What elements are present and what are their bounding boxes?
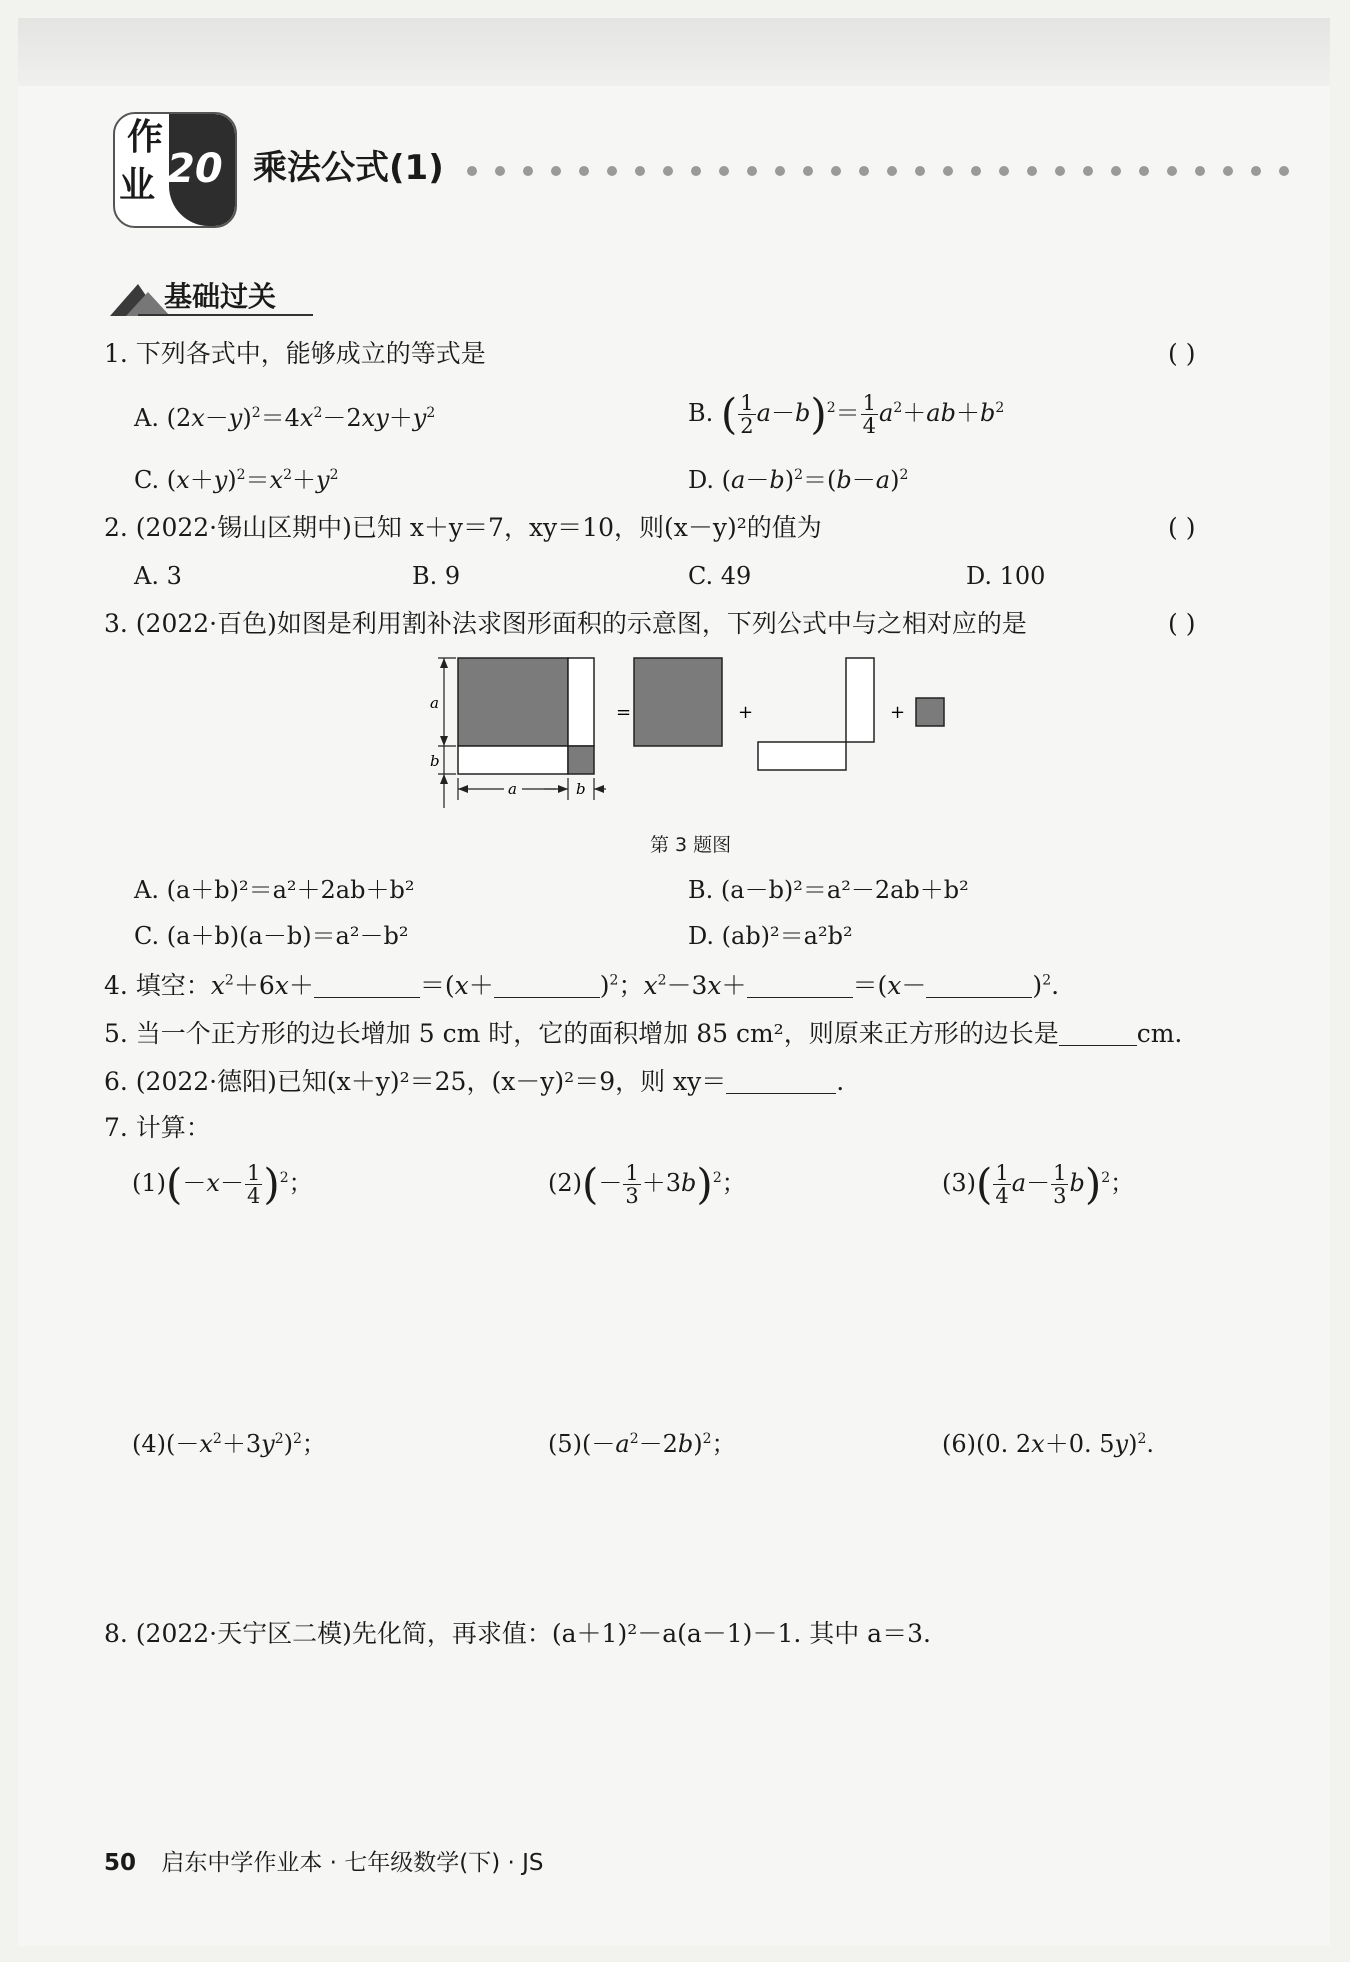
q7-part-5: $(5)(-a^2-2b)^2$；	[548, 1430, 736, 1458]
badge-number: 20	[167, 146, 223, 192]
q4-blank-4[interactable]	[926, 971, 1032, 998]
q3-answer-bracket: ( )	[1168, 609, 1196, 638]
q1-stem: 1. 下列各式中，能够成立的等式是	[104, 339, 486, 368]
fig-label-a-vertical: a	[430, 694, 439, 712]
fig-small-square	[916, 698, 944, 726]
fig-equals-sign: =	[616, 702, 632, 723]
fig-l-horizontal	[758, 742, 846, 770]
q8-text: 8. (2022·天宁区二模)先化简，再求值：(a＋1)²－a(a－1)－1. 其中 a＝3.	[104, 1619, 931, 1648]
q2-answer-bracket: ( )	[1168, 513, 1196, 542]
title-dot-rule	[462, 164, 1310, 178]
q1-option-b: B. ( $\frac{1}{2}$ a－b)$^2$＝ $\frac{1}{4}$ $a^2+ab+b^2$	[688, 389, 1005, 439]
section-underline	[138, 314, 313, 316]
fig-label-b-vertical: b	[430, 752, 440, 770]
q7-part-1: (1)(－x－ $\frac{1}{4}$ )$^2$；	[132, 1159, 313, 1209]
q7-part-6: (6)(0. 2x＋0. 5y)$^2$.	[942, 1430, 1155, 1458]
fig-l-vertical	[846, 658, 874, 742]
q7-part-2: (2)(－ $\frac{1}{3}$ ＋3b)$^2$；	[548, 1159, 746, 1209]
q1-option-d: D. $(a-b)^2=(b-a)^2$	[688, 466, 909, 494]
q3-option-a: A. (a＋b)²＝a²＋2ab＋b²	[134, 876, 415, 904]
q3-option-b: B. (a－b)²＝a²－2ab＋b²	[688, 876, 969, 904]
q4-blank-3[interactable]	[747, 971, 853, 998]
section-label: 基础过关	[164, 280, 277, 313]
fig-label-a-horizontal: a	[508, 780, 517, 798]
q1-option-c: C. $(x+y)^2=x^2+y^2$	[134, 466, 339, 494]
q1-answer-bracket: ( )	[1168, 339, 1196, 368]
fig-plus-2: +	[890, 702, 906, 723]
fig-square-whole	[634, 658, 722, 746]
q6-blank[interactable]	[726, 1067, 836, 1094]
fig-rect-right	[568, 658, 594, 746]
top-shadow-band	[18, 18, 1330, 86]
footer	[104, 1848, 544, 1878]
page-title: 乘法公式(1)	[253, 148, 444, 188]
badge-bottom-char: 业	[119, 165, 156, 206]
q6-text: 6. (2022·德阳)已知(x＋y)²＝25，(x－y)²＝9，则 xy＝ .	[104, 1067, 845, 1096]
fig-plus-1: +	[738, 702, 754, 723]
fig-square-a	[458, 658, 568, 746]
q2-option-b: B. 9	[412, 562, 461, 590]
q2-option-c: C. 49	[688, 562, 752, 590]
q5-blank[interactable]	[1059, 1019, 1137, 1046]
q7-label: 7. 计算：	[104, 1113, 211, 1142]
fig-rect-bottom	[458, 746, 568, 774]
fig-square-b	[568, 746, 594, 774]
book-title: 启东中学作业本 · 七年级数学(下) · JS	[161, 1850, 544, 1876]
q7-part-4: $(4)(-x^2+3y^2)^2$；	[132, 1430, 326, 1458]
section-heading	[108, 278, 313, 318]
assignment-badge	[113, 112, 237, 228]
q4-text: 4. 填空：$x^2+6x+ =(x+ )^2$；$x^2-3x+ =(x- )^2$.	[104, 971, 1060, 1000]
q2-option-a: A. 3	[134, 562, 182, 590]
q7-part-3: (3)( $\frac{1}{4}$ a－ $\frac{1}{3}$ b)$^2$；	[942, 1159, 1135, 1209]
q3-figure	[420, 650, 980, 820]
page-number: 50	[104, 1850, 137, 1876]
q4-blank-2[interactable]	[494, 971, 600, 998]
q3-figure-caption: 第 3 题图	[650, 834, 732, 856]
fig-label-b-horizontal: b	[576, 780, 586, 798]
badge-top-char: 作	[127, 117, 164, 158]
q4-blank-1[interactable]	[314, 971, 420, 998]
q2-option-d: D. 100	[966, 562, 1046, 590]
q2-stem: 2. (2022·锡山区期中)已知 x＋y＝7，xy＝10，则(x－y)²的值为	[104, 513, 822, 542]
q5-text: 5. 当一个正方形的边长增加 5 cm 时，它的面积增加 85 cm²，则原来正方形的边长是 cm.	[104, 1019, 1183, 1048]
q3-option-d: D. (ab)²＝a²b²	[688, 922, 853, 950]
q3-stem: 3. (2022·百色)如图是利用割补法求图形面积的示意图，下列公式中与之相对应的是	[104, 609, 1027, 638]
q3-option-c: C. (a＋b)(a－b)＝a²－b²	[134, 922, 409, 950]
q1-option-a: A. $(2x-y)^2=4x^2-2xy+y^2$	[134, 404, 436, 432]
